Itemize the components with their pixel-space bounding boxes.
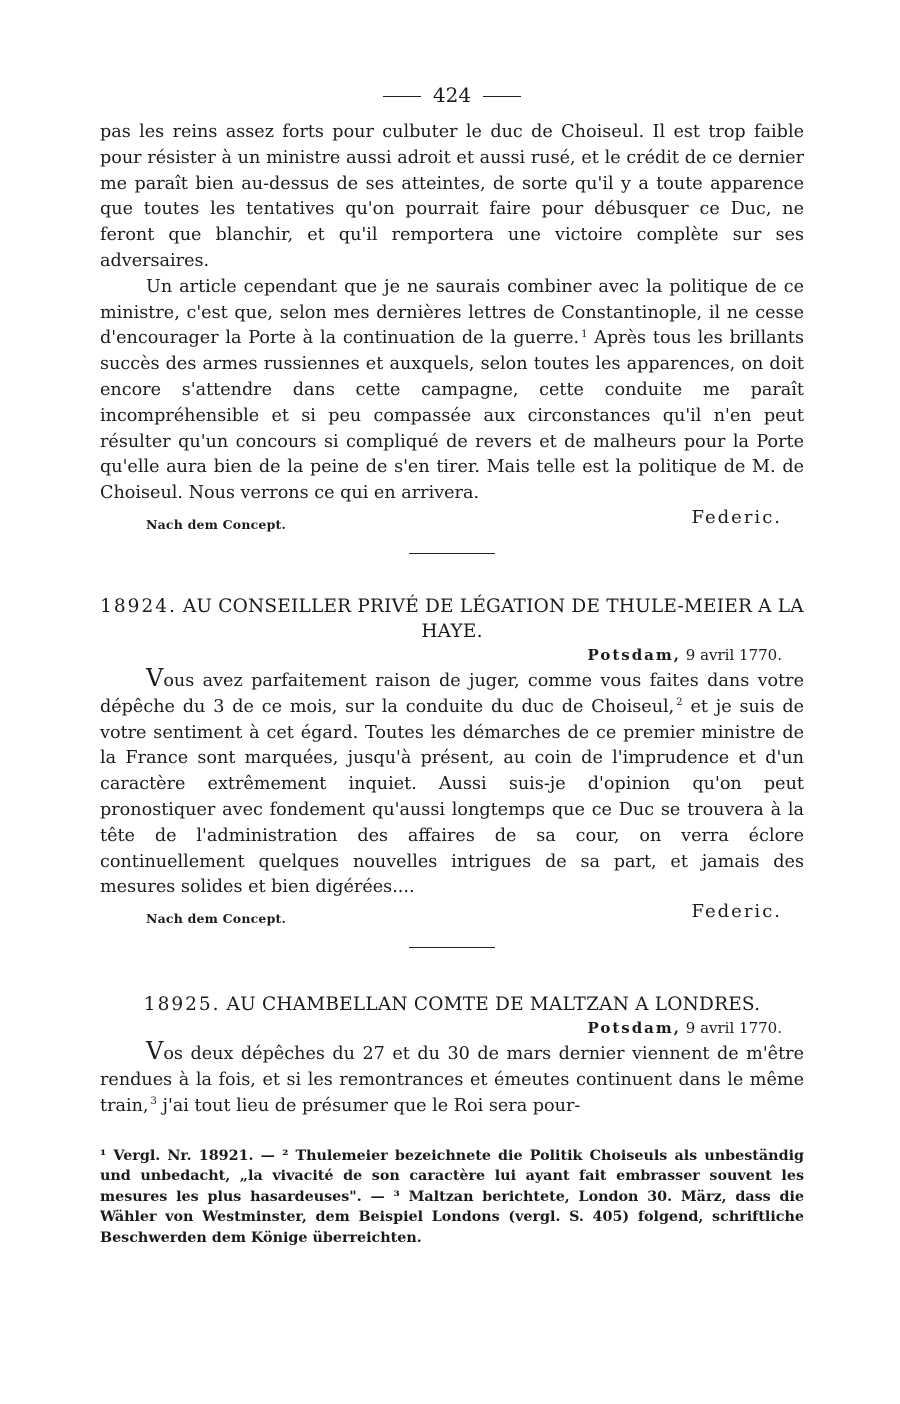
continuation-paragraph-2-b: Après tous les brillants succès des armes russiennes et auxquels, selon toutes les apparences, on doit encore s'attendre dans cette campagne, cette conduite me paraît incompréhensible et si peu compassée aux circonstances qu'il n'en peut résulter qu'un concours si compliqué de revers et de malheurs pour la Porte qu'elle aura bien de la peine de s'en tirer. Mais telle est la politique de M. de Choiseul. Nous verrons ce qui en arrivera.: [100, 328, 805, 504]
letter-body-18924: [100, 663, 804, 901]
header-dash-left: [383, 96, 421, 97]
page: [100, 80, 804, 1248]
letter-body-a: os deux dépêches du 27 et du 30 de mars dernier viennent de m'être rendues à la fois, et si les remontrances et émeutes continuent dans le même train,: [100, 1044, 804, 1116]
source-note: Nach dem Concept.: [146, 911, 287, 927]
signature: Federic.: [691, 506, 782, 528]
initial-letter: V: [146, 663, 164, 692]
closing-row-1: [100, 507, 804, 535]
initial-letter: V: [146, 1037, 164, 1066]
continuation-paragraph-2: [100, 275, 804, 507]
letter-addressee: AU CHAMBELLAN COMTE DE MALTZAN A LONDRES.: [226, 994, 761, 1016]
letter-body-b: et je suis de votre sentiment à cet égard. Toutes les démarches de ce premier ministre de la France sont marquées, jusqu'à présent, au coin de l'imprudence et d'un caractère extrêmement inquiet. Aussi suis-je d'opinion qu'on peut pronostiquer avec fondement qu'aussi longtemps que ce Duc se trouvera à la tête de l'administration des affaires de sa cour, on verra éclore continuellement quelques nouvelles intrigues de sa part, et jamais des mesures solides et bien digérées....: [100, 696, 804, 898]
letter-addressee: AU CONSEILLER PRIVÉ DE LÉGATION DE THULE-MEIER A LA HAYE.: [182, 595, 804, 642]
letter-date: 9 avril 1770.: [685, 645, 782, 664]
footnote-ref-3: 3: [150, 1095, 157, 1107]
letter-place: Potsdam,: [587, 1019, 681, 1038]
continuation-paragraph-2-a: Un article cependant que je ne saurais combiner avec la politique de ce ministre, c'est que, selon mes dernières lettres de Constantinople, il ne cesse d'encourager la Porte à la continuation de la guerre.: [100, 276, 804, 349]
header-dash-right: [483, 96, 521, 97]
letter-number: 18925.: [143, 994, 221, 1016]
letter-heading-18925: [100, 992, 804, 1017]
source-note: Nach dem Concept.: [146, 516, 287, 532]
footnotes: ¹ Vergl. Nr. 18921. — ² Thulemeier bezeichnete die Politik Choiseuls als unbeständig und unbedacht, „la vivacité de son caractère lui ayant fait embrasser souvent les mesures les plus hasardeuses". — ³ Maltzan berichtete, London 30. März, dass die Wähler von Westminster, dem Beispiel Londons (vergl. S. 405) folgend, schriftliche Beschwerden dem Könige überreichten.: [100, 1147, 804, 1246]
continuation-paragraph-1: pas les reins assez forts pour culbuter le duc de Choiseul. Il est trop faible pour résister à un ministre aussi adroit et aussi rusé, et le crédit de ce dernier me paraît bien au-dessus de ses atteintes, de sorte qu'il y a toute apparence que toutes les tentatives qu'on pourrait faire pour débusquer ce Duc, ne feront que blanchir, et qu'il remportera une victoire complète sur ses adversaires.: [100, 122, 804, 271]
page-header: [100, 80, 804, 110]
page-number: 424: [432, 83, 472, 107]
footnote-ref-2: 2: [676, 696, 683, 708]
letter-body-b: j'ai tout lieu de présumer que le Roi sera pour-: [162, 1095, 581, 1116]
letter-date: 9 avril 1770.: [685, 1019, 782, 1038]
letter-dateline-18924: [100, 644, 804, 666]
letter-dateline-18925: [100, 1017, 804, 1039]
letter-heading-18924: [100, 594, 804, 644]
letter-number: 18924.: [100, 595, 177, 617]
letter-place: Potsdam,: [587, 645, 681, 664]
letter-body-18925: [100, 1039, 804, 1119]
signature: Federic.: [691, 901, 782, 923]
footnote-ref-1: 1: [581, 328, 588, 340]
closing-row-2: [100, 901, 804, 929]
letter-body-a: ous avez parfaitement raison de juger, comme vous faites dans votre dépêche du 3 de ce mois, sur la conduite du duc de Choiseul,: [100, 670, 804, 717]
